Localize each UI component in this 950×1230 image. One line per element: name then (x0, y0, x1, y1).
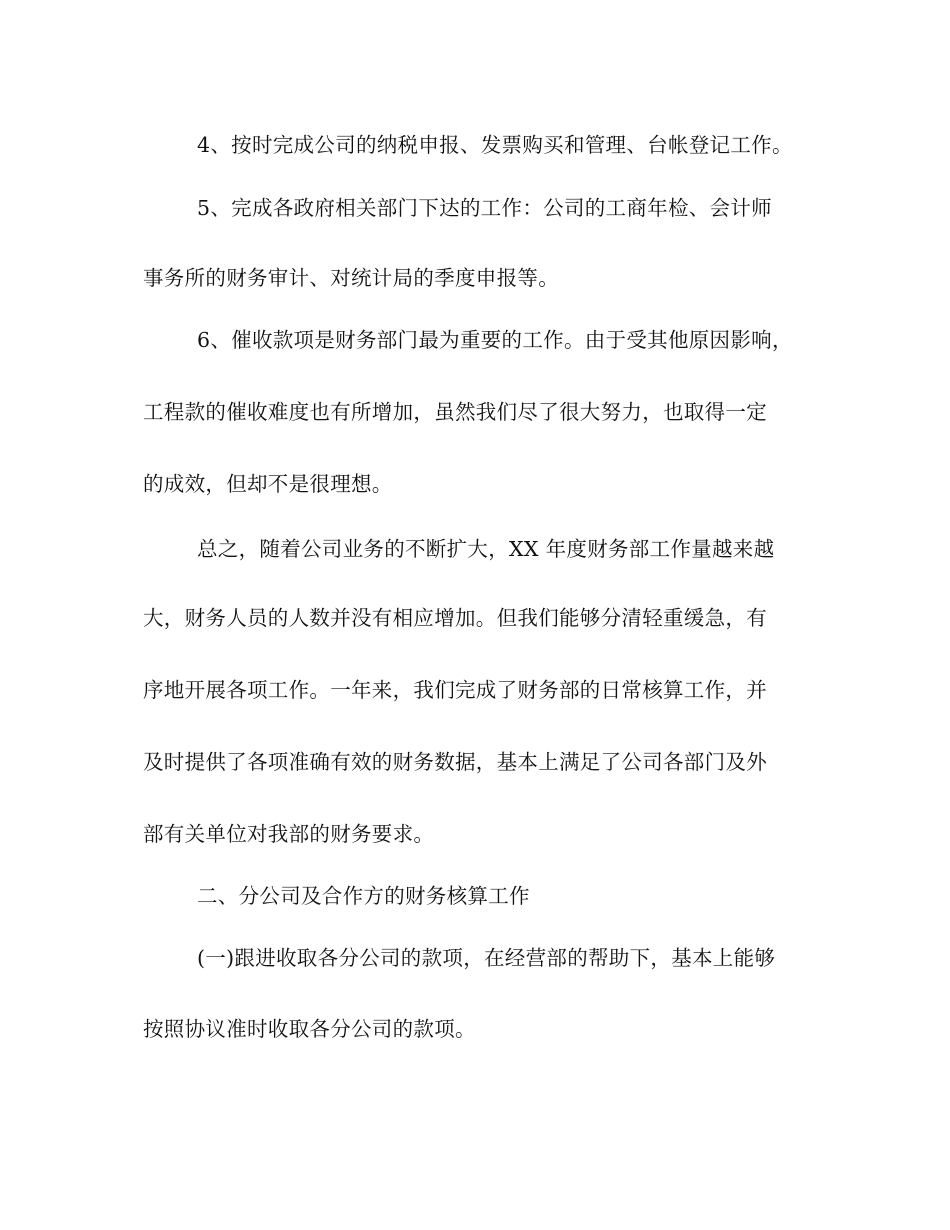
item-6-line-2: 工程款的催收难度也有所增加，虽然我们尽了很大努力，也取得一定 (143, 400, 767, 424)
summary-line-1: 总之，随着公司业务的不断扩大，XX 年度财务部工作量越来越 (197, 537, 775, 561)
item-5-line-2: 事务所的财务审计、对统计局的季度申报等。 (143, 266, 559, 290)
summary-line-5: 部有关单位对我部的财务要求。 (143, 822, 435, 846)
summary-line-4: 及时提供了各项准确有效的财务数据，基本上满足了公司各部门及外 (143, 750, 767, 774)
item-6-line-3: 的成效，但却不是很理想。 (143, 472, 393, 496)
subsection-1-line-1: (一)跟进收取各分公司的款项，在经营部的帮助下，基本上能够 (197, 946, 776, 970)
summary-line-2: 大，财务人员的人数并没有相应增加。但我们能够分清轻重缓急，有 (143, 606, 767, 630)
subsection-1-line-2: 按照协议准时收取各分公司的款项。 (143, 1017, 476, 1041)
item-6-line-1: 6、催收款项是财务部门最为重要的工作。由于受其他原因影响， (197, 328, 793, 352)
section-2-heading: 二、分公司及合作方的财务核算工作 (197, 884, 530, 908)
item-5-line-1: 5、完成各政府相关部门下达的工作：公司的工商年检、会计师 (197, 196, 772, 220)
item-4-line: 4、按时完成公司的纳税申报、发票购买和管理、台帐登记工作。 (197, 133, 793, 157)
summary-line-3: 序地开展各项工作。一年来，我们完成了财务部的日常核算工作，并 (143, 678, 767, 702)
